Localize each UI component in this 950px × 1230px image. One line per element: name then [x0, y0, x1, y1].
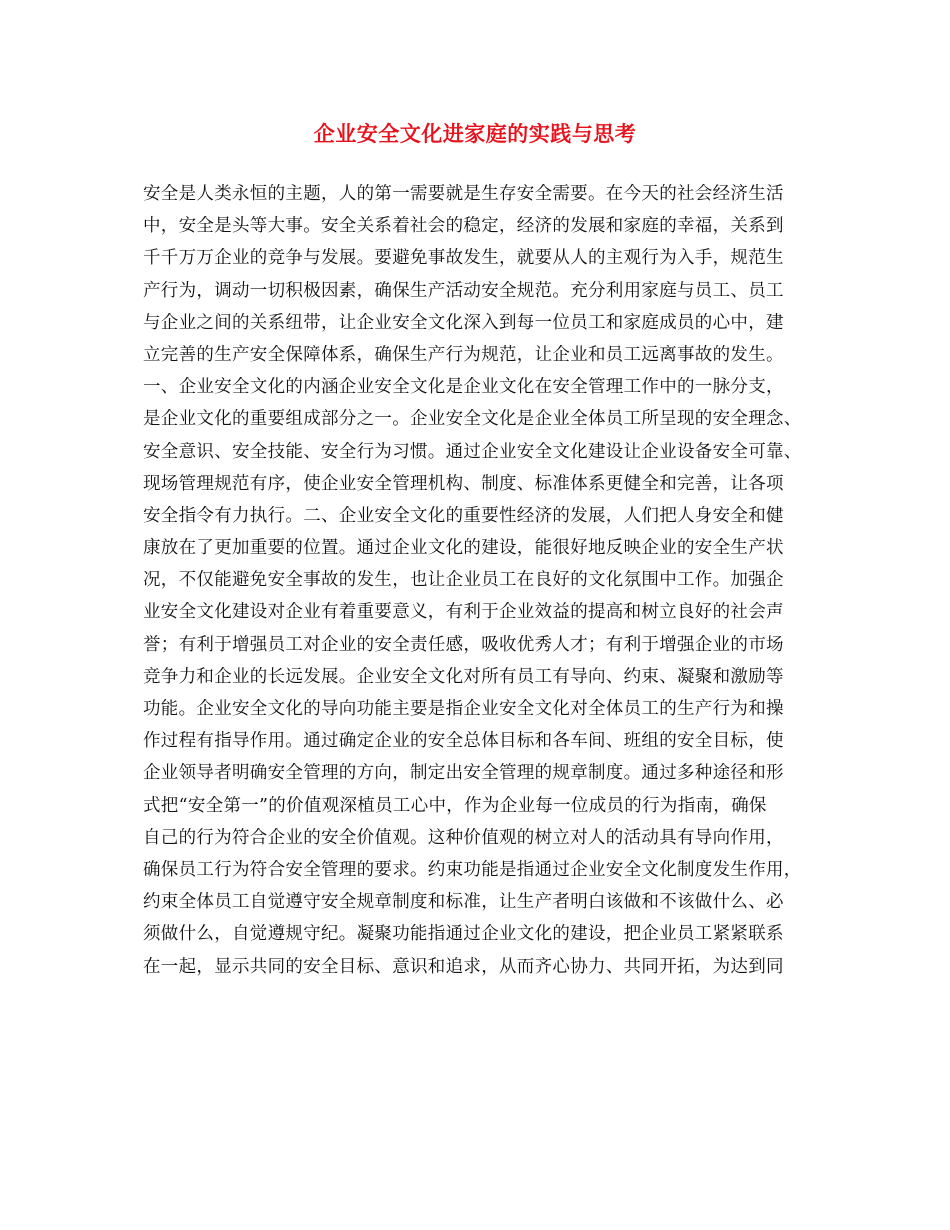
body-line: 一、企业安全文化的内涵企业安全文化是企业文化在安全管理工作中的一脉分支，	[143, 377, 784, 398]
body-line: 与企业之间的关系纽带，让企业安全文化深入到每一位员工和家庭成员的心中，建	[143, 312, 784, 333]
body-line: 确保员工行为符合安全管理的要求。约束功能是指通过企业安全文化制度发生作用，	[143, 859, 802, 880]
body-line: 现场管理规范有序，使企业安全管理机构、制度、标准体系更健全和完善，让各项	[143, 473, 784, 494]
body-line: 企业领导者明确安全管理的方向，制定出安全管理的规章制度。通过多种途径和形	[143, 763, 784, 784]
body-line: 是企业文化的重要组成部分之一。企业安全文化是企业全体员工所呈现的安全理念、	[143, 409, 802, 430]
body-line: 作过程有指导作用。通过确定企业的安全总体目标和各车间、班组的安全目标，使	[143, 731, 784, 752]
body-line: 安全是人类永恒的主题，人的第一需要就是生存安全需要。在今天的社会经济生活	[143, 184, 784, 204]
body-line: 中，安全是头等大事。安全关系着社会的稳定，经济的发展和家庭的幸福，关系到	[143, 216, 784, 237]
body-line: 竞争力和企业的长远发展。企业安全文化对所有员工有导向、约束、凝聚和激励等	[143, 666, 784, 687]
body-line: 誉；有利于增强员工对企业的安全责任感，吸收优秀人才；有利于增强企业的市场	[143, 634, 784, 655]
body-line: 须做什么，自觉遵规守纪。凝聚功能指通过企业文化的建设，把企业员工紧紧联系	[143, 924, 784, 945]
body-line: 安全指令有力执行。二、企业安全文化的重要性经济的发展，人们把人身安全和健	[143, 505, 784, 526]
document-title: 企业安全文化进家庭的实践与思考	[313, 121, 637, 146]
body-line: 安全意识、安全技能、安全行为习惯。通过企业安全文化建设让企业设备安全可靠、	[143, 441, 802, 462]
body-line: 况，不仅能避免安全事故的发生，也让企业员工在良好的文化氛围中工作。加强企	[143, 570, 784, 591]
body-line: 业安全文化建设对企业有着重要意义，有利于企业效益的提高和树立良好的社会声	[143, 602, 784, 623]
body-line: 功能。企业安全文化的导向功能主要是指企业安全文化对全体员工的生产行为和操	[143, 699, 784, 719]
body-line: 千千万万企业的竞争与发展。要避免事故发生，就要从人的主观行为入手，规范生	[143, 248, 784, 269]
body-line: 约束全体员工自觉遵守安全规章制度和标准，让生产者明白该做和不该做什么、必	[143, 892, 784, 913]
document-body	[143, 178, 823, 983]
body-line: 式把“安全第一”的价值观深植员工心中，作为企业每一位成员的行为指南，确保	[143, 795, 767, 816]
body-line: 自己的行为符合企业的安全价值观。这种价值观的树立对人的活动具有导向作用，	[143, 827, 784, 848]
body-line: 立完善的生产安全保障体系，确保生产行为规范，让企业和员工远离事故的发生。	[143, 344, 784, 365]
body-line: 康放在了更加重要的位置。通过企业文化的建设，能很好地反映企业的安全生产状	[143, 538, 784, 559]
body-line: 产行为，调动一切积极因素，确保生产活动安全规范。充分利用家庭与员工、员工	[143, 280, 784, 301]
body-line: 在一起，显示共同的安全目标、意识和追求，从而齐心协力、共同开拓，为达到同	[143, 956, 784, 977]
